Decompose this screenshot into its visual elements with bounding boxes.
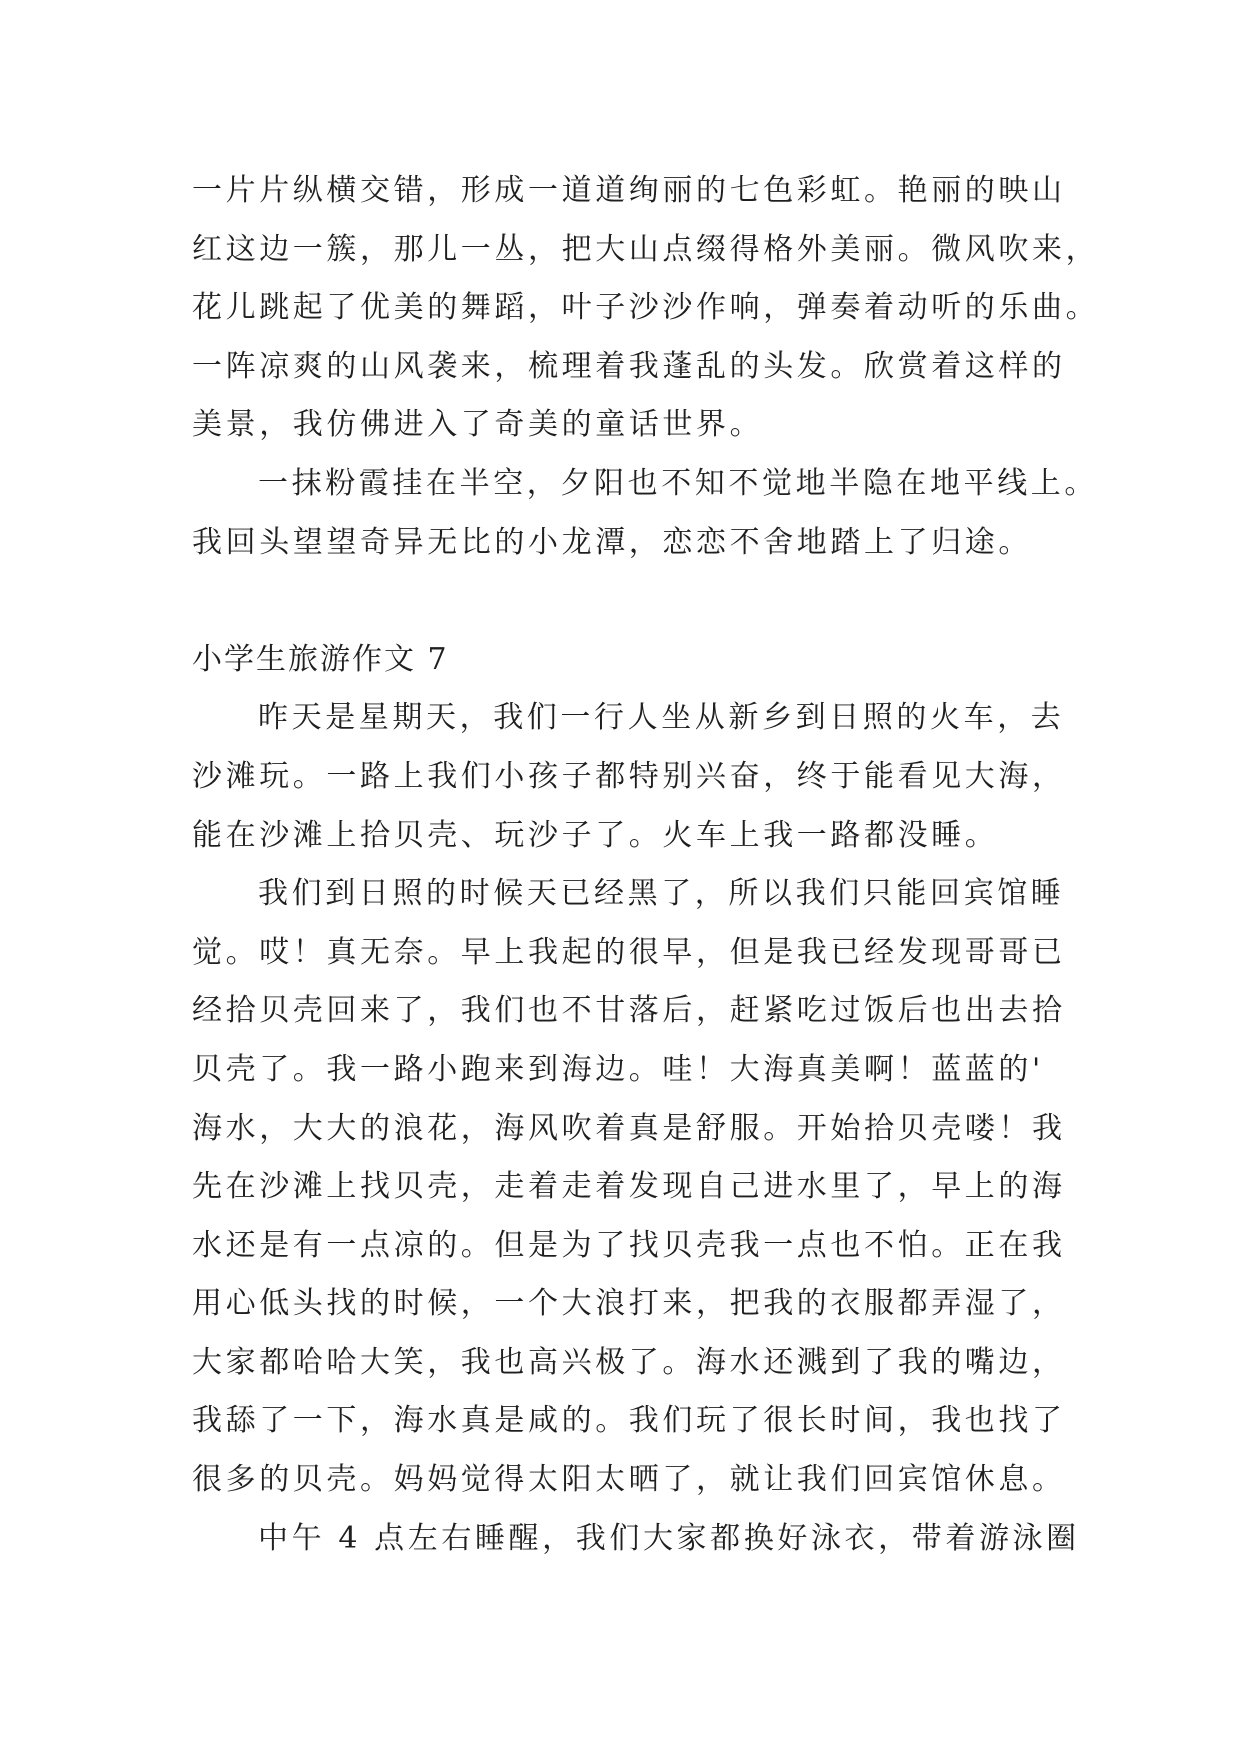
paragraph-beach-shells xyxy=(192,865,1072,1510)
text-line: 很多的贝壳。妈妈觉得太阳太晒了，就让我们回宾馆休息。 xyxy=(192,1462,1066,1498)
text-line: 经拾贝壳回来了，我们也不甘落后，赶紧吃过饭后也出去拾 xyxy=(192,993,1066,1029)
text-line: 一片片纵横交错，形成一道道绚丽的七色彩虹。艳丽的映山 xyxy=(192,173,1066,208)
paragraph-mountain-scenery xyxy=(192,162,1100,455)
text-line: 海水，大大的浪花，海风吹着真是舒服。开始拾贝壳喽！我 xyxy=(192,1110,1066,1146)
text-line: 大家都哈哈大笑，我也高兴极了。海水还溅到了我的嘴边， xyxy=(192,1344,1066,1380)
text-line: 贝壳了。我一路小跑来到海边。哇！大海真美啊！蓝蓝的' xyxy=(192,1051,1044,1087)
essay-title: 小学生旅游作文 7 xyxy=(192,641,449,677)
text-line: 用心低头找的时候，一个大浪打来，把我的衣服都弄湿了， xyxy=(192,1286,1066,1322)
text-line: 红这边一簇，那儿一丛，把大山点缀得格外美丽。微风吹来， xyxy=(192,231,1100,267)
text-line: 中午 4 点左右睡醒，我们大家都换好泳衣，带着游泳圈 xyxy=(258,1520,1080,1556)
text-line: 一阵凉爽的山风袭来，梳理着我蓬乱的头发。欣赏着这样的 xyxy=(192,348,1066,384)
paragraph-train-trip xyxy=(192,689,1072,865)
text-line: 昨天是星期天，我们一行人坐从新乡到日照的火车，去 xyxy=(258,700,1065,736)
document-content xyxy=(192,162,1100,1568)
text-line: 先在沙滩上找贝壳，走着走着发现自己进水里了，早上的海 xyxy=(192,1169,1066,1205)
text-line: 能在沙滩上拾贝壳、玩沙子了。火车上我一路都没睡。 xyxy=(192,817,999,853)
text-line: 觉。哎！真无奈。早上我起的很早，但是我已经发现哥哥已 xyxy=(192,934,1066,970)
text-line: 美景，我仿佛进入了奇美的童话世界。 xyxy=(192,407,764,443)
text-line: 水还是有一点凉的。但是为了找贝壳我一点也不怕。正在我 xyxy=(192,1227,1066,1263)
paragraph-afternoon xyxy=(192,1510,1080,1569)
paragraph-spacer xyxy=(192,572,1072,631)
text-line: 我舔了一下，海水真是咸的。我们玩了很长时间，我也找了 xyxy=(192,1403,1066,1439)
text-line: 沙滩玩。一路上我们小孩子都特别兴奋，终于能看见大海， xyxy=(192,758,1066,794)
text-line: 我回头望望奇异无比的小龙潭，恋恋不舍地踏上了归途。 xyxy=(192,524,1032,560)
text-line: 一抹粉霞挂在半空，夕阳也不知不觉地半隐在地平线上。 xyxy=(258,465,1098,501)
text-line: 我们到日照的时候天已经黑了，所以我们只能回宾馆睡 xyxy=(258,876,1065,912)
paragraph-sunset xyxy=(192,455,1098,572)
text-line: 花儿跳起了优美的舞蹈，叶子沙沙作响，弹奏着动听的乐曲。 xyxy=(192,290,1100,326)
